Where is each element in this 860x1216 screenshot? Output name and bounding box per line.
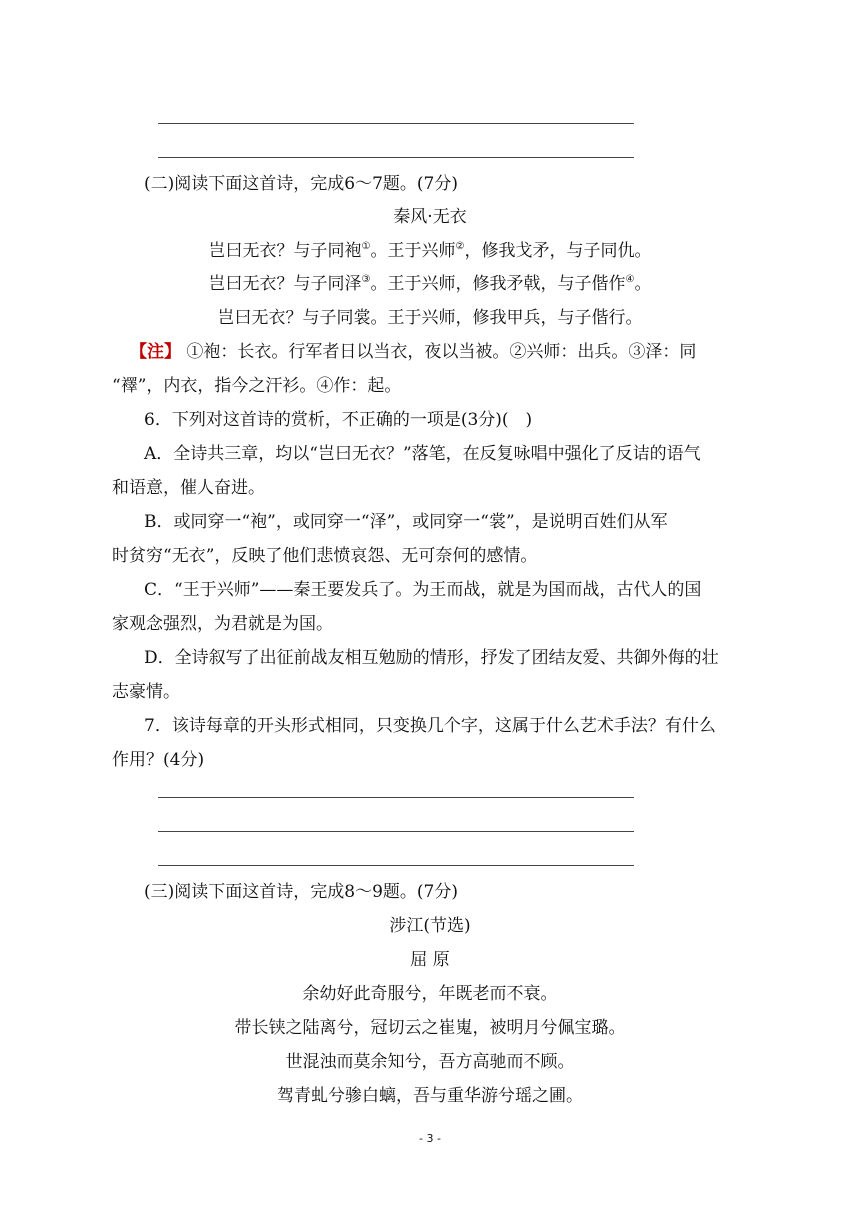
poem-line-2: 带长铗之陆离兮，冠切云之崔嵬，被明月兮佩宝璐。: [234, 1018, 626, 1038]
question-6: 6．下列对这首诗的赏析，不正确的一项是(3分)( ): [144, 410, 533, 430]
footnote-marker: ①: [361, 241, 371, 252]
footnote-marker: ②: [455, 241, 465, 252]
section3-intro: (三)阅读下面这首诗，完成8～9题。(7分): [144, 882, 458, 902]
footnote-marker: ③: [361, 274, 371, 285]
answer-line: [158, 157, 634, 158]
page-number: - 3 -: [419, 1132, 441, 1145]
poem-line-3: 世混浊而莫余知兮，吾方高驰而不顾。: [285, 1052, 575, 1072]
poem-author: 屈 原: [410, 950, 450, 970]
option-d-line-2: 志豪情。: [112, 682, 180, 702]
poem-line-4: 驾青虬兮骖白螭，吾与重华游兮瑶之圃。: [277, 1086, 583, 1106]
question-7-line-2: 作用？(4分): [112, 750, 205, 770]
note-line-2: “襗”，内衣，指今之汗衫。④作：起。: [112, 376, 402, 396]
poem-title: 涉江(节选): [389, 916, 471, 936]
option-c-line-2: 家观念强烈，为君就是为国。: [112, 614, 333, 634]
answer-line: [158, 123, 634, 124]
option-b-line-1: B．或同穿一“袍”，或同穿一“泽”，或同穿一“裳”，是说明百姓们从军: [144, 512, 668, 532]
poem-stanza-2: 岂曰无衣？与子同泽③。王于兴师，修我矛戟，与子偕作④。: [208, 274, 652, 294]
note-tag: 【注】: [130, 342, 181, 362]
option-a-line-2: 和语意，催人奋进。: [112, 478, 265, 498]
option-c-line-1: C．“王于兴师”——秦王要发兵了。为王而战，就是为国而战，古代人的国: [144, 580, 702, 600]
option-b-line-2: 时贫穷“无衣”，反映了他们悲愤哀怨、无可奈何的感情。: [112, 546, 538, 566]
question-7-line-1: 7．该诗每章的开头形式相同，只变换几个字，这属于什么艺术手法？有什么: [144, 716, 716, 736]
option-a-line-1: A．全诗共三章，均以“岂曰无衣？”落笔，在反复咏唱中强化了反诘的语气: [144, 444, 701, 464]
answer-line: [158, 831, 634, 832]
poem-line-1: 余幼好此奇服兮，年既老而不衰。: [302, 984, 558, 1004]
answer-line: [158, 865, 634, 866]
note-line-1: 【注】 ①袍：长衣。行军者日以当衣，夜以当被。②兴师：出兵。③泽：同: [130, 342, 697, 362]
poem-title: 秦风·无衣: [393, 207, 467, 227]
option-d-line-1: D．全诗叙写了出征前战友相互勉励的情形，抒发了团结友爱、共御外侮的壮: [144, 648, 719, 668]
poem-stanza-3: 岂曰无衣？与子同裳。王于兴师，修我甲兵，与子偕行。: [217, 308, 643, 328]
footnote-marker: ④: [625, 274, 635, 285]
poem-stanza-1: 岂曰无衣？与子同袍①。王于兴师②，修我戈矛，与子同仇。: [208, 241, 652, 261]
section2-intro: (二)阅读下面这首诗，完成6～7题。(7分): [144, 174, 458, 194]
answer-line: [158, 797, 634, 798]
